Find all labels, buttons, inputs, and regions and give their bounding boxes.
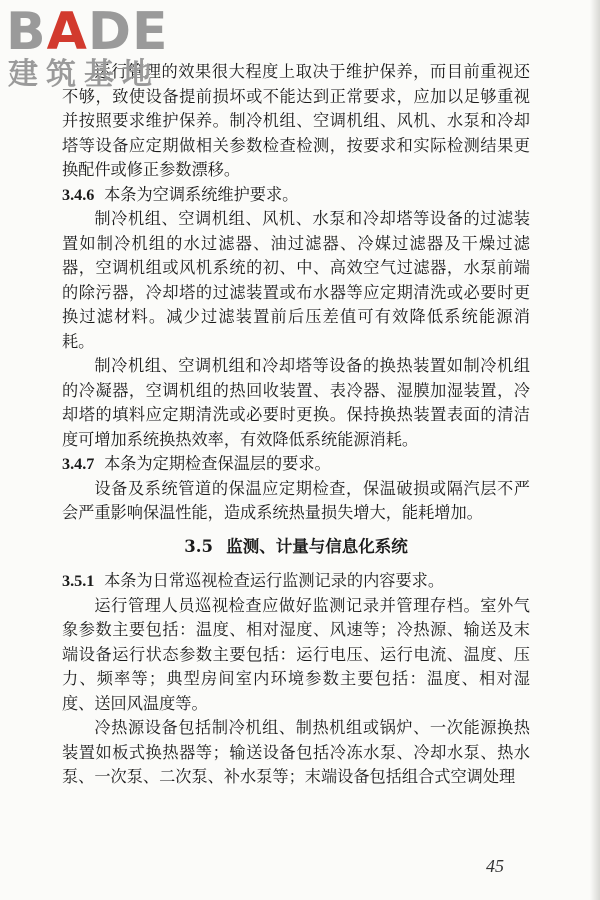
logo-subtitle: 建筑基地 xyxy=(8,57,160,92)
paragraph-heat-exchangers: 制冷机组、空调机组和冷却塔等设备的换热装置如制冷机组的冷凝器，空调机组的热回收装置、表冷器、湿膜加湿装置，冷却塔的填料应定期清洗或必要时更换。保持换热装置表面的清洁度可增加系统换热效率，有效降低系统能源消耗。 xyxy=(62,356,530,449)
clause-text: 本条为日常巡视检查运行监测记录的内容要求。 xyxy=(104,571,445,590)
watermark-logo xyxy=(6,4,176,96)
section-heading xyxy=(62,535,530,560)
clause-number: 3.4.6 xyxy=(62,185,95,204)
paragraph-monitoring-records: 运行管理人员巡视检查应做好监测记录并管理存档。室外气象参数主要包括：温度、相对湿度、风速等；冷热源、输送及末端设备运行状态参数主要包括：运行电压、运行电流、温度、压力、频率等；典型房间室内环境参数主要包括：温度、相对湿度、送回风温度等。 xyxy=(62,595,530,713)
logo-wordmark: BADE xyxy=(6,2,169,62)
paragraph-equipment-list: 冷热源设备包括制冷机组、制热机组或锅炉、一次能源换热装置如板式换热器等；输送设备包括冷冻水泵、冷却水泵、热水泵、一次泵、二次泵、补水泵等；末端设备包括组合式空调处理 xyxy=(62,718,530,786)
paragraph-filter-devices: 制冷机组、空调机组、风机、水泵和冷却塔等设备的过滤装置如制冷机组的水过滤器、油过滤器、冷媒过滤器及干燥过滤器，空调机组或风机系统的初、中、高效空气过滤器，水泵前端的除污器，冷却塔的过滤装置或布水器等应定期清洗或必要时更换过滤材料。减少过滤装置前后压差值可有效降低系统能源消耗。 xyxy=(62,209,530,351)
clause-text: 本条为空调系统维护要求。 xyxy=(104,184,299,204)
clause-3-4-7 xyxy=(62,452,530,477)
section-number: 3.5 xyxy=(184,536,214,556)
clause-3-5-1 xyxy=(62,569,530,594)
page-edge-shadow xyxy=(590,0,600,900)
clause-3-4-6 xyxy=(62,183,530,208)
clause-text: 本条为定期检查保温层的要求。 xyxy=(104,454,331,473)
section-title: 监测、计量与信息化系统 xyxy=(226,536,408,556)
paragraph-maintenance-intro: 运行管理的效果很大程度上取决于维护保养，而目前重视还不够，致使设备提前损坏或不能达到正常要求，应加以足够重视并按照要求维护保养。制冷机组、空调机组、风机、水泵和冷却塔等设备应定期做相关参数检查检测，按要求和实际检测结果更换配件或修正参数漂移。 xyxy=(62,62,530,179)
clause-number: 3.5.1 xyxy=(62,572,95,590)
page-number: 45 xyxy=(486,856,504,876)
document-body xyxy=(62,60,530,790)
paragraph-insulation: 设备及系统管道的保温应定期检查，保温破损或隔汽层不严会严重影响保温性能，造成系统热量损失增大，能耗增加。 xyxy=(62,478,530,522)
clause-number: 3.4.7 xyxy=(62,455,95,473)
